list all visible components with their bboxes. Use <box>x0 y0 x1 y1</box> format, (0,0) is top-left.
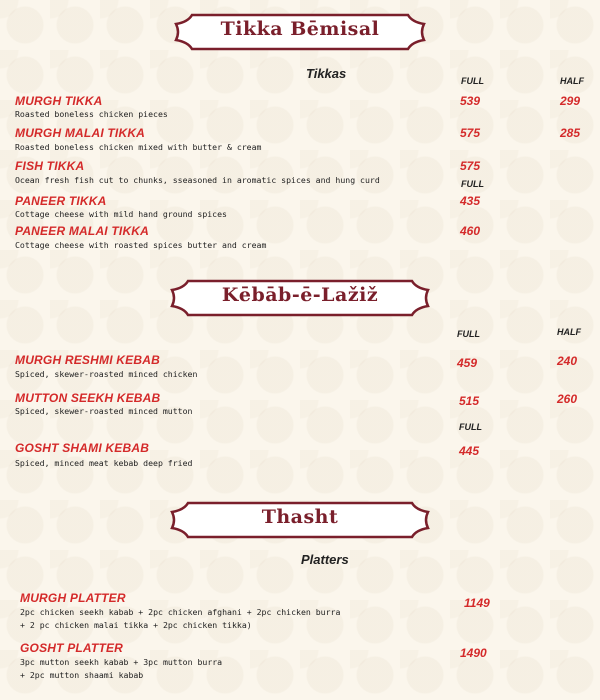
item-desc: + 2pc mutton shaami kabab <box>20 670 144 680</box>
price: 1490 <box>460 646 487 660</box>
section-title-thasht: Thasht <box>261 506 339 528</box>
item-desc: Roasted boneless chicken mixed with butter & cream <box>15 142 262 152</box>
price-full: 539 <box>460 94 481 108</box>
item-desc: Cottage cheese with mild hand ground spices <box>15 209 227 219</box>
price-full: 515 <box>459 394 480 408</box>
item-desc: 2pc chicken seekh kabab + 2pc chicken afghani + 2pc chicken burra <box>20 607 341 617</box>
item-name: PANEER TIKKA <box>15 194 107 208</box>
item-desc: + 2 pc chicken malai tikka + 2pc chicken tikka) <box>20 620 252 630</box>
price-full: 460 <box>460 224 481 238</box>
price-full: 435 <box>460 194 481 208</box>
section-title-kebab: Kēbāb-ē-Lažiž <box>221 284 379 306</box>
price-full: 575 <box>460 126 481 140</box>
price-half: 285 <box>560 126 581 140</box>
item-desc: Spiced, skewer-roasted minced mutton <box>15 406 193 416</box>
item-name: GOSHT PLATTER <box>20 641 124 655</box>
item-name: MURGH TIKKA <box>15 94 103 108</box>
col-full: FULL <box>459 422 482 432</box>
section-title-tikka: Tikka Bēmisal <box>220 18 380 40</box>
item-desc: Spiced, minced meat kebab deep fried <box>15 458 193 468</box>
banner-tikka <box>172 12 428 52</box>
price-full: 575 <box>460 159 481 173</box>
banner-kebab <box>168 278 432 318</box>
col-full: FULL <box>461 76 484 86</box>
price-half: 240 <box>557 354 578 368</box>
col-half: HALF <box>560 76 584 86</box>
subtitle-tikkas: Tikkas <box>306 66 347 81</box>
item-desc: Roasted boneless chicken pieces <box>15 109 168 119</box>
col-full: FULL <box>457 329 480 339</box>
price-half: 299 <box>560 94 581 108</box>
item-desc: 3pc mutton seekh kabab + 3pc mutton burra <box>20 657 223 667</box>
item-name: MUTTON SEEKH KEBAB <box>15 391 161 405</box>
price-half: 260 <box>557 392 578 406</box>
price: 1149 <box>464 596 490 610</box>
item-name: GOSHT SHAMI KEBAB <box>15 441 150 455</box>
price-full: 445 <box>459 444 480 458</box>
banner-thasht <box>168 500 432 540</box>
item-name: MURGH RESHMI KEBAB <box>15 353 160 367</box>
item-name: PANEER MALAI TIKKA <box>15 224 150 238</box>
item-name: FISH TIKKA <box>15 159 85 173</box>
item-name: MURGH MALAI TIKKA <box>15 126 146 140</box>
item-desc: Cottage cheese with roasted spices butter and cream <box>15 240 267 250</box>
item-name: MURGH PLATTER <box>20 591 126 605</box>
col-full: FULL <box>461 179 484 189</box>
col-half: HALF <box>557 327 581 337</box>
price-full: 459 <box>457 356 478 370</box>
item-desc: Ocean fresh fish cut to chunks, sseasoned in aromatic spices and hung curd <box>15 175 380 185</box>
subtitle-platters: Platters <box>301 552 349 567</box>
item-desc: Spiced, skewer-roasted minced chicken <box>15 369 198 379</box>
